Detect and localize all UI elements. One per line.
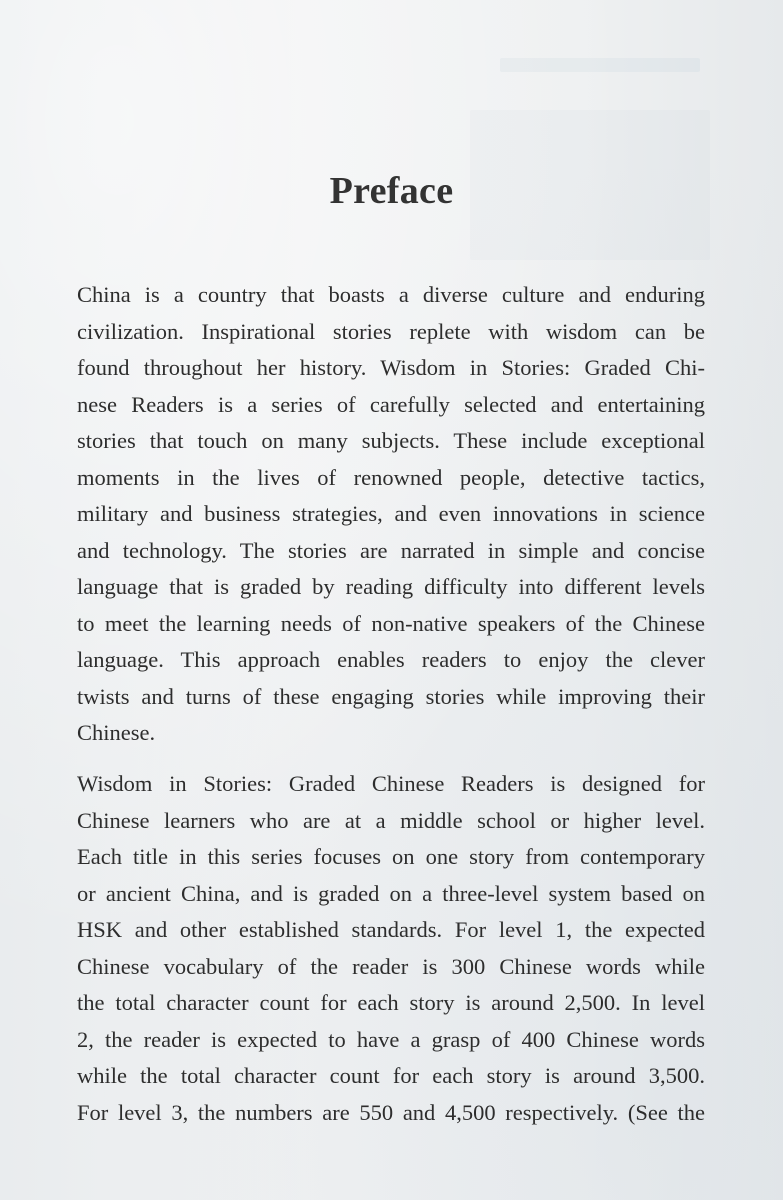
text-line: Each title in this series focuses on one story from contemporary [77,844,705,869]
text-line: the total character count for each story is around 2,500. In level [77,990,705,1015]
text-line: Wisdom in Stories: Graded Chinese Readers is designed for [77,771,705,796]
text-line: military and business strategies, and even innovations in science [77,501,705,526]
text-line: to meet the learning needs of non-native speakers of the Chinese [77,610,705,636]
text-line: Chinese. [77,720,156,745]
text-line: and technology. The stories are narrated in simple and concise [77,537,705,563]
page-title: Preface [329,170,454,213]
text-line: or ancient China, and is graded on a three-level system based on [77,880,705,906]
text-line: twists and turns of these engaging stories while improving their [77,683,705,709]
text-line: For level 3, the numbers are 550 and 4,500 respectively. (See the [77,1099,705,1125]
text-line: China is a country that boasts a diverse culture and enduring [77,282,705,307]
text-line: while the total character count for each story is around 3,500. [77,1063,705,1088]
text-line: nese Readers is a series of carefully selected and entertaining [77,391,705,417]
text-line: found throughout her history. Wisdom in Stories: Graded Chi- [77,355,705,380]
bleed-through-text [500,58,700,72]
text-line: language that is graded by reading difficulty into different levels [77,574,705,599]
text-line: language. This approach enables readers to enjoy the clever [77,647,705,672]
text-line: Chinese learners who are at a middle school or higher level. [77,807,705,833]
text-line: stories that touch on many subjects. These include exceptional [77,428,705,453]
paragraph-series-levels [77,766,705,1131]
text-line: moments in the lives of renowned people, detective tactics, [77,464,705,490]
text-line: Chinese vocabulary of the reader is 300 Chinese words while [77,953,705,979]
text-line: civilization. Inspirational stories replete with wisdom can be [77,318,705,344]
paragraph-intro [77,277,705,752]
text-line: 2, the reader is expected to have a grasp of 400 Chinese words [77,1026,705,1052]
text-line: HSK and other established standards. For level 1, the expected [77,917,705,942]
